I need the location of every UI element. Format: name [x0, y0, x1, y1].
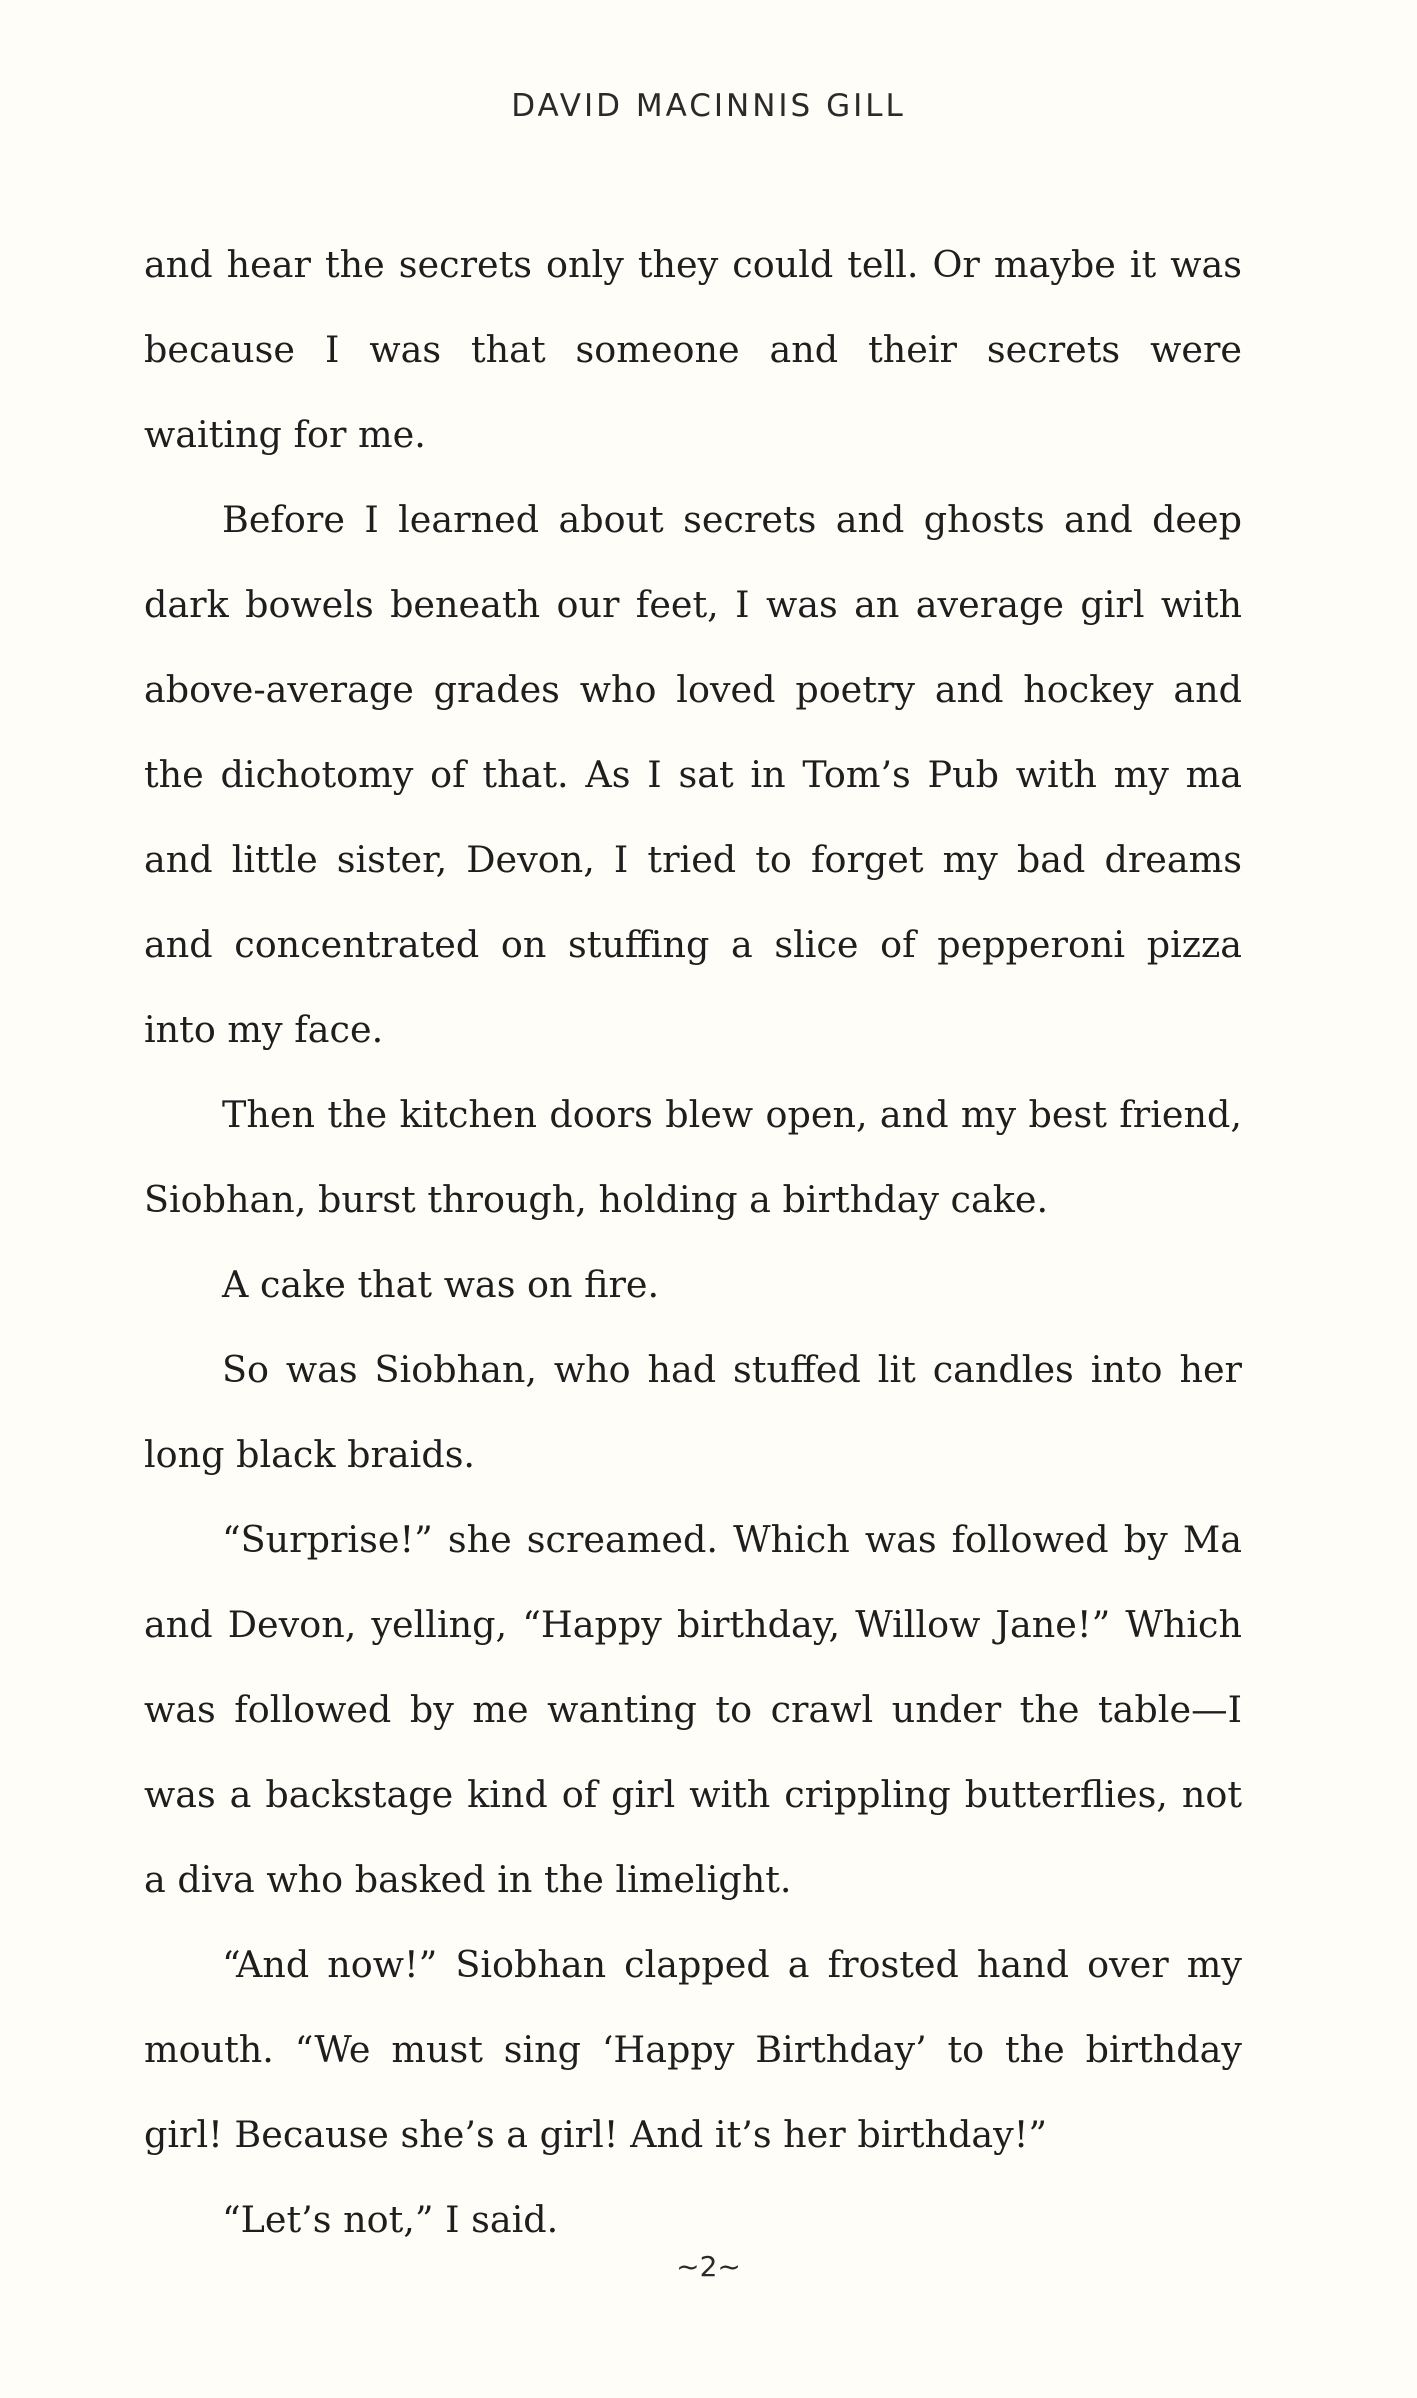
paragraph: “Let’s not,” I said.	[222, 2198, 559, 2241]
paragraph: Then the kitchen doors blew open, and my best friend, Siobhan, burst through, holding a birthday cake.	[144, 1093, 1242, 1221]
running-head: DAVID MACINNIS GILL	[511, 88, 906, 124]
page-number: ~2~	[676, 2250, 741, 2283]
paragraph: “Surprise!” she screamed. Which was followed by Ma and Devon, yelling, “Happy birthday, Willow Jane!” Which was followed by me wanting to crawl under the table—I was a backstage kind of girl with crippling butterflies, not a diva who basked in the limelight.	[144, 1518, 1242, 1901]
paragraph: Before I learned about secrets and ghosts and deep dark bowels beneath our feet, I was an average girl with above-average grades who loved poetry and hockey and the dichotomy of that. As I sat in Tom’s Pub with my ma and little sister, Devon, I tried to forget my bad dreams and concentrated on stuffing a slice of pepperoni pizza into my face.	[144, 498, 1242, 1051]
paragraph-continued: and hear the secrets only they could tell. Or maybe it was because I was that someone and their secrets were waiting for me.	[144, 243, 1242, 456]
paragraph: So was Siobhan, who had stuffed lit candles into her long black braids.	[144, 1348, 1242, 1476]
paragraph: A cake that was on fire.	[222, 1263, 660, 1306]
paragraph: “And now!” Siobhan clapped a frosted hand over my mouth. “We must sing ‘Happy Birthday’ to the birthday girl! Because she’s a girl! And it’s her birthday!”	[144, 1943, 1242, 2156]
body-text	[144, 222, 1242, 2262]
